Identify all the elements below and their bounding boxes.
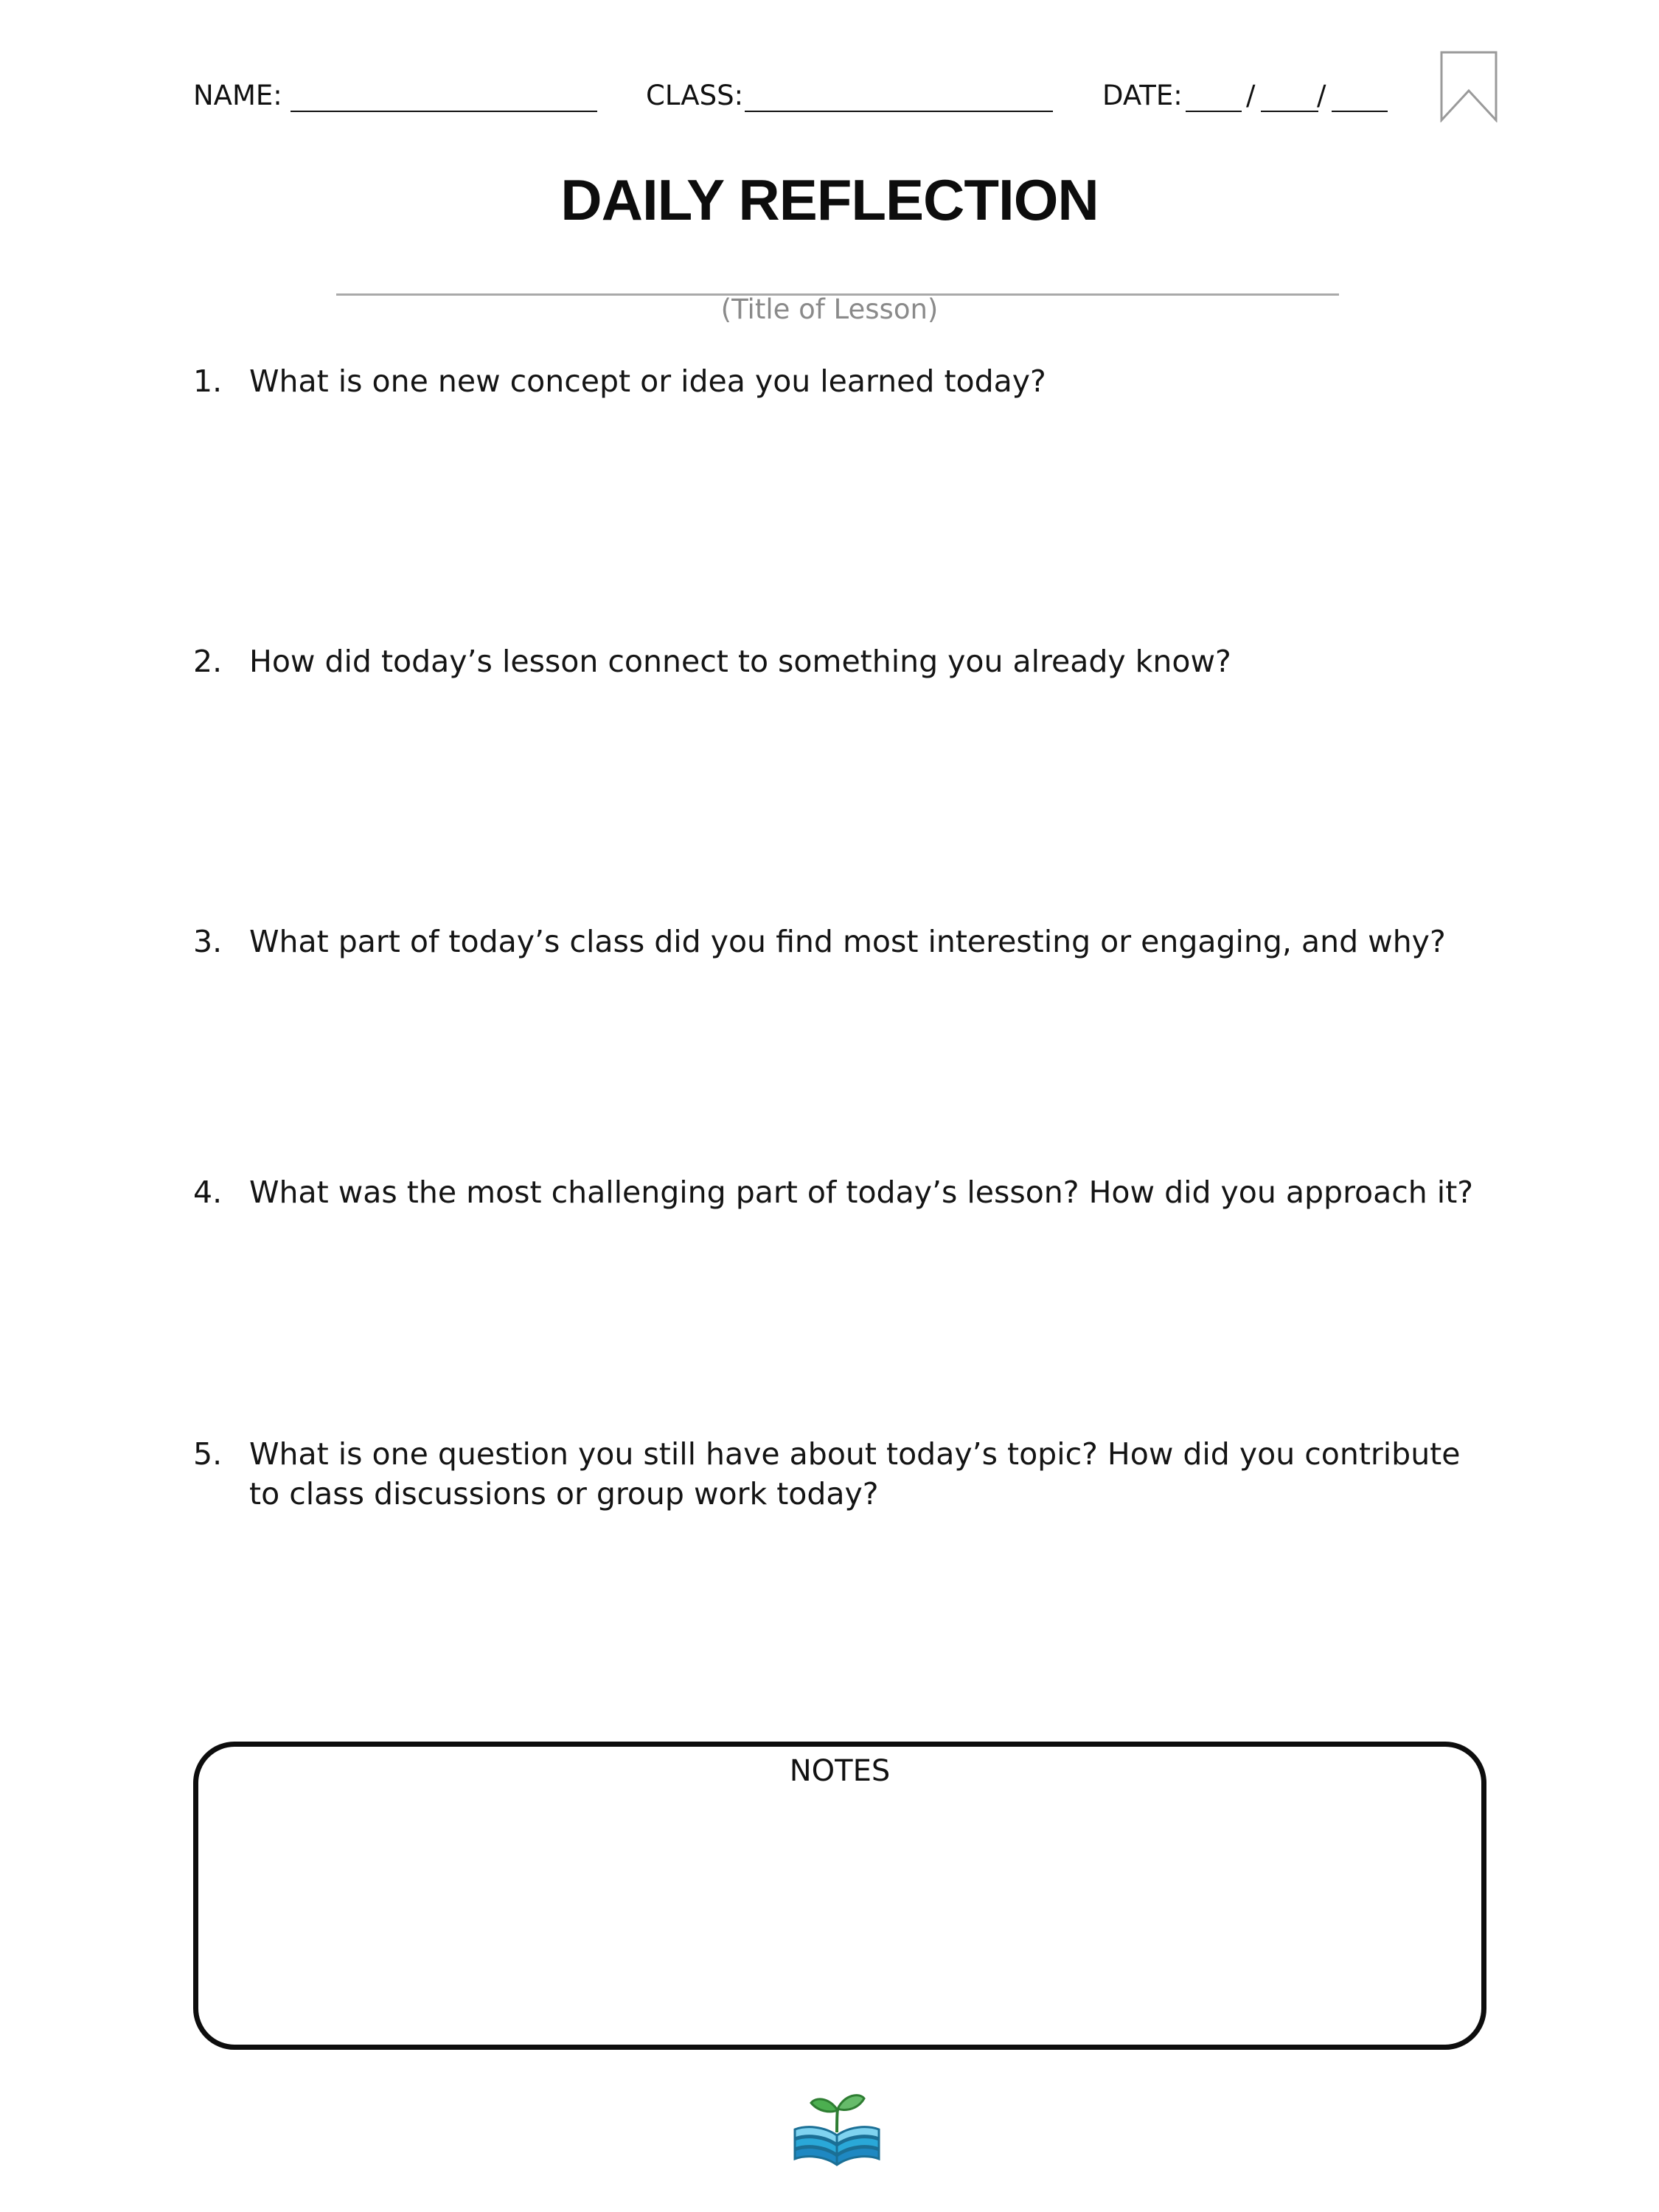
name-field-line[interactable]	[291, 111, 597, 112]
question-text: What is one new concept or idea you learned today?	[249, 364, 1046, 399]
name-label: NAME:	[193, 80, 282, 111]
question-number: 1.	[193, 364, 223, 399]
question-number: 4.	[193, 1175, 223, 1210]
question-number: 5.	[193, 1436, 223, 1472]
date-label: DATE:	[1102, 80, 1183, 111]
date-year-line[interactable]	[1332, 111, 1388, 112]
question-number: 2.	[193, 644, 223, 679]
question-item	[193, 922, 1491, 961]
notes-box[interactable]	[193, 1742, 1486, 2050]
lesson-title-caption: (Title of Lesson)	[720, 293, 939, 325]
page-title: DAILY REFLECTION	[560, 167, 1099, 232]
question-item	[193, 1434, 1491, 1514]
question-item	[193, 641, 1491, 681]
question-text: What is one question you still have about today’s topic? How did you contribute to class discussions or group work today?	[249, 1436, 1461, 1512]
book-sprout-logo-icon	[789, 2087, 885, 2175]
date-day-line[interactable]	[1261, 111, 1318, 112]
question-number: 3.	[193, 924, 223, 959]
question-item	[193, 1172, 1491, 1212]
question-text: How did today’s lesson connect to something you already know?	[249, 644, 1231, 679]
bookmark-icon	[1439, 50, 1498, 122]
question-item	[193, 361, 1491, 401]
date-separator: /	[1246, 80, 1256, 111]
notes-label: NOTES	[789, 1754, 891, 1788]
class-label: CLASS:	[646, 80, 744, 111]
date-separator: /	[1317, 80, 1326, 111]
question-text: What was the most challenging part of today’s lesson? How did you approach it?	[249, 1175, 1474, 1210]
class-field-line[interactable]	[745, 111, 1053, 112]
date-month-line[interactable]	[1186, 111, 1242, 112]
question-text: What part of today’s class did you find most interesting or engaging, and why?	[249, 924, 1446, 959]
